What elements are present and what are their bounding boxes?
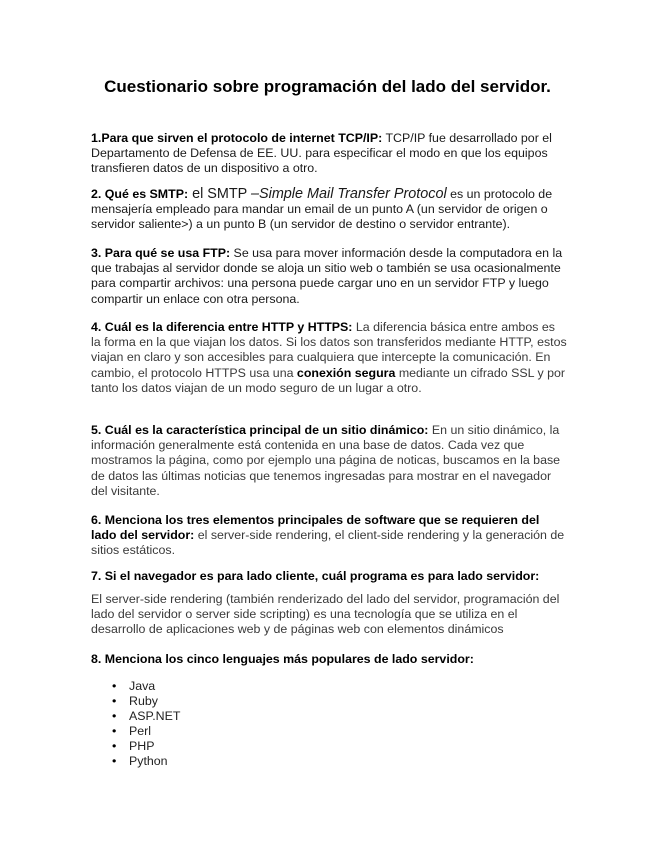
question-7-answer-block — [91, 592, 567, 638]
question-2 — [91, 187, 567, 233]
list-item: • Java — [112, 679, 180, 694]
question-1-answer: TCP/IP fue desarrollado por el Departamento de Defensa de EE. UU. para especificar el modo en que los equipos transfieren datos de un dispositivo a otro. — [91, 131, 552, 176]
question-8-label: 8. Menciona los cinco lenguajes más populares de lado servidor: — [91, 652, 474, 666]
question-7-label: 7. Si el navegador es para lado cliente, cuál programa es para lado servidor: — [91, 569, 540, 583]
question-2-answer-post: es un protocolo de mensajería empleado para mandar un email de un punto A (un servidor de origen o servidor saliente>) a un punto B (un servidor de destino o servidor entrante). — [91, 187, 553, 232]
question-1-label: 1.Para que sirven el protocolo de internet TCP/IP: — [91, 131, 383, 145]
question-4-answer-post: mediante un cifrado SSL y por tanto los datos viajan de un modo seguro de un lugar a otro. — [91, 365, 566, 395]
question-4-label: 4. Cuál es la diferencia entre HTTP y HTTPS: — [91, 320, 353, 334]
page-title: Cuestionario sobre programación del lado del servidor. — [104, 77, 551, 96]
question-6-label: 6. Menciona los tres elementos principales de software que se requieren del lado del servidor: — [91, 513, 540, 543]
question-3 — [91, 246, 567, 307]
list-item: • Python — [112, 754, 180, 769]
question-6-answer: el server-side rendering, el client-side rendering y la generación de sitios estáticos. — [91, 528, 565, 558]
question-2-label: 2. Qué es SMTP: — [91, 187, 189, 201]
list-item: • ASP.NET — [112, 709, 180, 724]
question-2-answer-pre: el SMTP — [188, 186, 252, 202]
question-7-answer: El server-side rendering (también renderizado del lado del servidor, programación del lado del servidor o server side scripting) es una tecnología que se utiliza en el desarrollo de aplicaciones web y de páginas web con elementos dinámicos — [91, 592, 560, 637]
list-item: • PHP — [112, 739, 180, 754]
question-7 — [91, 569, 567, 584]
list-item: • Ruby — [112, 694, 180, 709]
question-4 — [91, 320, 567, 396]
question-4-answer-bold: conexión segura — [296, 365, 396, 380]
question-6 — [91, 513, 567, 559]
question-3-label: 3. Para qué se usa FTP: — [91, 246, 231, 260]
question-5 — [91, 423, 567, 499]
question-8 — [91, 652, 567, 667]
question-1 — [91, 131, 567, 177]
list-item: • Perl — [112, 724, 180, 739]
question-4-answer-pre: La diferencia básica entre ambos es la forma en la que viajan los datos. Si los datos son transferidos mediante HTTP, estos viajan en claro y son accesibles para cualquiera que intercepte la comunicación. En cambio, el protocolo HTTPS usa una — [91, 320, 567, 380]
server-languages-list — [112, 679, 180, 768]
question-5-answer: En un sitio dinámico, la información generalmente está contenida en una base de datos. Cada vez que mostramos la página, como por ejemplo una página de noticas, buscamos en la base de datos las últimas noticias que tenemos ingresadas para mostrar en el navegador del visitante. — [91, 423, 561, 498]
question-3-answer: Se usa para mover información desde la computadora en la que trabajas al servidor donde se aloja un sitio web o también se usa ocasionalmente para compartir archivos: una persona puede cargar uno en un servidor FTP y luego compartir un enlace con otra persona. — [91, 246, 563, 306]
question-5-label: 5. Cuál es la característica principal de un sitio dinámico: — [91, 423, 429, 437]
question-2-answer-italic: –Simple Mail Transfer Protocol — [251, 186, 447, 202]
